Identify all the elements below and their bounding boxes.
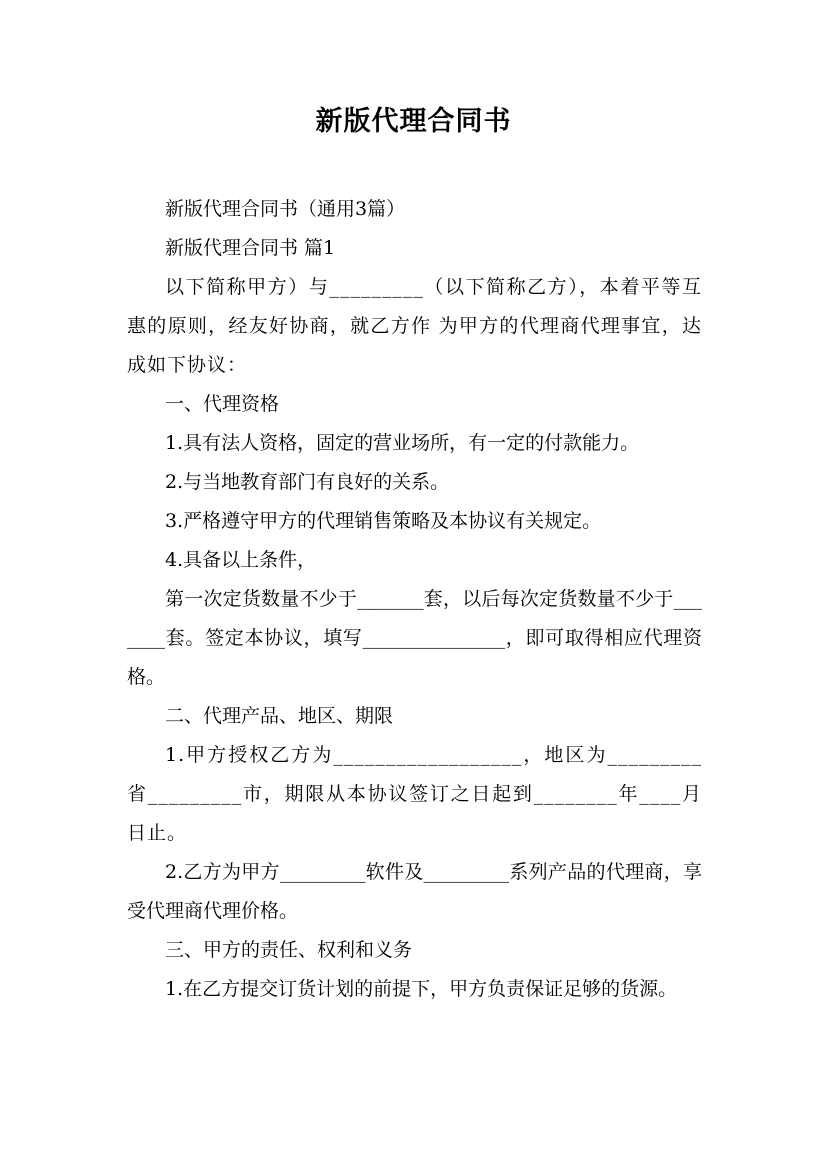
section-heading: 二、代理产品、地区、期限 (165, 705, 394, 727)
document-title: 新版代理合同书 (315, 106, 512, 137)
document-body (127, 190, 702, 1009)
section-heading: 三、甲方的责任、权利和义务 (165, 939, 413, 961)
clause-paragraph: 1.具有法人资格，固定的营业场所，有一定的付款能力。 (165, 432, 640, 454)
intro-paragraph: 以下简称甲方）与_________（以下简称乙方），本着平等互惠的原则，经友好协商，就乙方作 为甲方的代理商代理事宜，达成如下协议： (127, 276, 702, 376)
section-heading: 新版代理合同书 篇1 (165, 237, 336, 259)
section-heading: 一、代理资格 (165, 393, 280, 415)
clause-paragraph: 2.与当地教育部门有良好的关系。 (165, 471, 450, 493)
clause-paragraph: 1.在乙方提交订货计划的前提下，甲方负责保证足够的货源。 (165, 978, 678, 1000)
clause-paragraph: 1.甲方授权乙方为__________________，地区为_________省_________市，期限从本协议签订之日起到________年____月日止。 (127, 744, 702, 844)
subtitle-paragraph: 新版代理合同书（通用3篇） (165, 198, 406, 220)
clause-paragraph: 2.乙方为甲方_________软件及_________系列产品的代理商，享受代理商代理价格。 (127, 861, 702, 922)
clause-paragraph: 4.具备以上条件， (165, 549, 317, 571)
clause-paragraph: 3.严格遵守甲方的代理销售策略及本协议有关规定。 (165, 510, 602, 532)
clause-paragraph: 第一次定货数量不少于_______套，以后每次定货数量不少于_______套。签定本协议，填写_______________，即可取得相应代理资格。 (127, 588, 702, 688)
